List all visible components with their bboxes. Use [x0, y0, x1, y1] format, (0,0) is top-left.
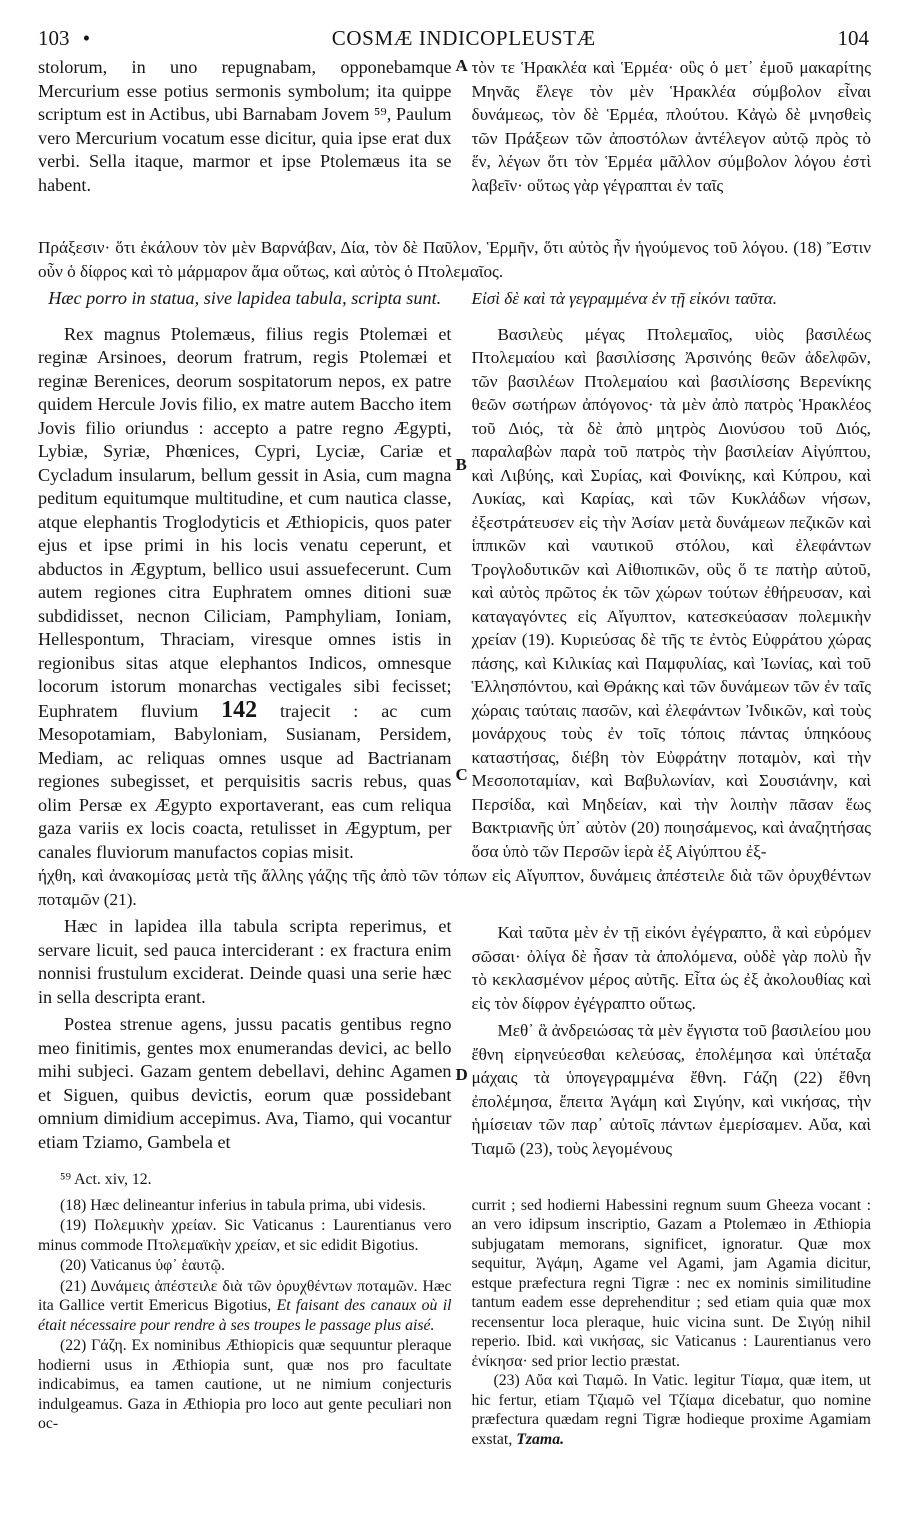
margin-gutter-2: [452, 287, 472, 847]
margin-letter-c: C: [455, 765, 468, 784]
footnote-19: (19) Πολεμικὴν χρείαν. Sic Vaticanus : Laurentianus vero minus commode Πτολεμαϊκὴν χρείαν, et sic edidit Bigotius.: [38, 1217, 452, 1254]
footnote-21: [38, 1277, 452, 1336]
latin-text: stolorum, in uno repugnabam, opponebamque Mercurium esse potius sermonis symbolum; ita quippe scriptum est in Actibus, ubi Barnabam Jovem ⁵⁹, Paulum vero Mercurium vocatum esse dicitur, quia ipse erat dux verbi. Sella itaque, marmor et ipse Ptolemæus ita se habent.: [38, 57, 452, 195]
page-number-right: 104: [837, 26, 869, 50]
latin-text: Rex magnus Ptolemæus, filius regis Ptolemæi et reginæ Arsinoes, deorum fratrum, regis Ptolemæi et reginæ Berenices, deorum sospitatorum nepos, ex patre quidem Hercule Jovis filio, ex matre autem Baccho item Jovis filio oriundus : accepto a patre regno Ægypti, Lybiæ, Syriæ, Phœnices, Cypri, Lyciæ, Cariæ et Cycladum insularum, bellum gessit in Asia, cum magna peditum equitumque multitudine, et cum nautica classe, atque elephantis Troglodyticis et Æthiopicis, quos pater ejus et ipse primi in his locis venatu ceperunt, et abductos in Ægyptum, bellico usui assuefecerunt. Cum autem regiones citra Euphratem omnes ditioni suæ subdidisset, necnon Ciliciam, Pamphyliam, Ioniam, Hellespontum, Thraciam, viresque omnes istis in regionibus sitas atque elephantos Indicos, omnesque locorum istorum monarchas vectigales sibi fecisset; Euphratem fluvium: [38, 323, 452, 721]
latin-text-cont: trajecit : ac cum Mesopotamiam, Babyloniam, Susianam, Persidem, Mediam, ac reliquas omnes usque ad Bactrianam regiones subegisset, et perquisitis sacris rebus, quas olim Persæ ex Ægypto exportaverant, eas cum reliqua gaza variis ex locis coacta, retulisset in Ægyptum, per canales fluviorum manufactos copias misit.: [38, 700, 452, 862]
latin-column-3: [38, 915, 452, 1154]
footnote-23-text: (23) Αὔα καὶ Τιαμῶ. In Vatic. legitur Τίαμα, quæ item, ut hic fertur, etiam Τζιαμῶ vel Τζίαμα dicebatur, quo nomine præfectura quædam regni Tigræ hodieque proxime Agamiam exstat,: [471, 1372, 871, 1448]
latin-column-1: [38, 56, 452, 197]
latin-paragraph: [38, 323, 452, 865]
greek-text: τὸν τε Ἡρακλέα καὶ Ἑρμέα· οὓς ὁ μετ᾽ ἐμοῦ μακαρίτης Μηνᾶς ἔλεγε τὸν μὲν Ἡρακλέα σύμβολον εἶναι δυνάμεως, τὸν δὲ Ἑρμέα, πλούτου. Κἀγὼ δὲ μνησθεὶς τῶν Πράξεων τῶν ἀποστόλων ἀντέλεγον αὐτῷ πρὸς τὸ ἕν, λέγων ὅτι τὸν Ἑρμέα μᾶλλον σύμβολον λόγου ἐστὶ λαβεῖν· οὕτως γὰρ γέγραπται ἐν ταῖς: [471, 58, 871, 195]
section-1: [38, 56, 871, 236]
greek-paragraph-1: Καὶ ταῦτα μὲν ἐν τῇ εἰκόνι ἐγέγραπτο, ἃ καὶ εὑρόμεν σῶσαι· ὀλίγα δὲ ἦσαν τὰ ἀπολόμενα, οὐδὲ γὰρ πολὺ ἦν τὸ κεκλασμένον μέρος αὐτῆς. Εἶτα ὡς ἐξ ἀκολουθίας καὶ εἰς τὸν δίφρον ἐγέγραπτο οὕτως.: [471, 923, 871, 1013]
footnote-21-french: Et faisant des canaux où il était nécessaire pour rendre à ses troupes le passage plus aisé.: [38, 1297, 452, 1334]
running-header: [38, 26, 871, 56]
latin-paragraph-2: Postea strenue agens, jussu pacatis gentibus regno meo finitimis, gentes mox enumerandas devici, ac bello mihi subjeci. Gazam gentem debellavi, dehinc Agamen et Siguen, quibus devictis, eorum quæ possidebant omnium dimidium accepimus. Ava, Tiamo, qui vocantur etiam Tziamo, Gambela et: [38, 1014, 452, 1152]
margin-letter-d: D: [455, 1065, 468, 1084]
page-title: COSMÆ INDICOPLEUSTÆ: [331, 26, 596, 50]
footnotes-left: [38, 1196, 452, 1434]
footnote-22: (22) Γάζη. Ex nominibus Æthiopicis quæ sequuntur pleraque hodierni usus in Æthiopia sunt, quæ nos pro facultate indicabimus, ea tamen cautione, ut ne nimium conjecturis indulgeamus. Gaza in Æthiopia pro loco aut gente peculiari non oc-: [38, 1337, 452, 1432]
margin-letter-a: A: [455, 56, 468, 75]
latin-column-2: [38, 287, 452, 864]
footnote-23-tail: Tzama.: [516, 1430, 565, 1448]
footnote-21-text: (21) Δυνάμεις ἀπέστειλε διὰ τῶν ὀρυχθέντων ποταμῶν. Hæc ita Gallice vertit Emericus Bigotius,: [38, 1277, 452, 1314]
greek-text: Βασιλεὺς μέγας Πτολεμαῖος, υἱὸς βασιλέως Πτολεμαίου καὶ βασιλίσσης Ἀρσινόης θεῶν ἀδελφῶν, τῶν βασιλέων Πτολεμαίου καὶ βασιλίσσης Βερενίκης θεῶν σωτήρων ἀπόγονος· τὰ μὲν ἀπὸ πατρὸς Ἡρακλέος τοῦ Διός, τὰ δὲ ἀπὸ μητρὸς Διονύσου τοῦ Διός, παραλαβὼν παρὰ τοῦ πατρὸς τὴν βασιλείαν Αἰγύπτου, καὶ Λιβύης, καὶ Συρίας, καὶ Φοινίκης, καὶ Κύπρου, καὶ Λυκίας, καὶ Καρίας, καὶ τῶν Κυκλάδων νήσων, ἐξεστράτευσεν εἰς τὴν Ἀσίαν μετὰ δυνάμεων πεζικῶν καὶ ἱππικῶν καὶ ναυτικοῦ στόλου, καὶ ἐλεφάντων Τρογλοδυτικῶν καὶ Αἰθιοπικῶν, οὓς ὅ τε πατὴρ αὐτοῦ, καὶ αὐτὸς πρῶτος ἐκ τῶν χώρων τούτων ἐθήρευσαν, καὶ καταγαγόντες εἰς Αἴγυπτον, κατεσκεύασαν πολεμικὴν χρείαν (19). Κυριεύσας δὲ τῆς τε ἐντὸς Εὐφράτου χώρας πάσης, καὶ Κιλικίας καὶ Παμφυλίας, καὶ Ἰωνίας, καὶ τοῦ Ἑλλησπόντου, καὶ Θράκης καὶ τῶν δυνάμεων τῶν ἐν ταῖς χώραις ταύταις πασῶν, καὶ ἐλεφάντων Ἰνδικῶν, καὶ τοὺς μονάρχους τοὺς ἐν τοῖς τόποις πάντας ὑπηκόους καταστήσας, διέβη τὸν Εὐφράτην ποταμὸν, καὶ τὴν Μεσοποταμίαν, καὶ Βαβυλωνίαν, καὶ Σουσιάνην, καὶ Περσίδα, καὶ Μηδείαν, καὶ τὴν λοιπὴν πᾶσαν ἕως Βακτριανῆς ὑπ᾽ αὐτὸν (20) ποιησάμενος, καὶ ἀναζητήσας ὅσα ὑπὸ τῶν Περσῶν ἱερὰ ἐξ Αἰγύπτου ἐξ-: [471, 324, 871, 861]
footnotes-right: [471, 1196, 871, 1450]
greek-paragraph-2: Μεθ᾽ ἃ ἀνδρειώσας τὰ μὲν ἔγγιστα τοῦ βασιλείου μου ἔθνη εἰρηνεύεσθαι κελεύσας, ἐπολέμησα καὶ ὑπέταξα μάχαις τὰ ὑπογεγραμμένα ἔθνη. Γάζη (22) ἔθνη ἐπολέμησα, ἔπειτα Ἀγάμη καὶ Σιγύην, καὶ νικήσας, τὴν ἡμίσειαν τῶν παρ᾽ αὐτοῖς πάντων ἐμερίσαμεν. Αὔα, καὶ Τιαμῶ (23), τοὺς λεγομένους: [471, 1021, 871, 1158]
footnote-18: (18) Hæc delineantur inferius in tabula prima, ubi videsis.: [60, 1196, 426, 1214]
full-width-greek-2: ήχθη, καὶ ἀνακομίσας μετὰ τῆς ἄλλης γάζης τῆς ἀπὸ τῶν τόπων εἰς Αἴγυπτον, δυνάμεις ἀπέστειλε διὰ τῶν ὀρυχθέντων ποταμῶν (21).: [38, 866, 871, 909]
greek-column-1: [471, 56, 871, 197]
header-bullet: •: [82, 26, 91, 50]
column-number-marker: 142: [221, 696, 258, 723]
margin-gutter-1: [452, 56, 472, 236]
footnote-22-cont: currit ; sed hodierni Habessini regnum suum Gheeza vocant : an vero idipsum inscriptio, Gazam a Ptolemæo in Æthiopia subjugatam memorans, significet, ignoratur. Quæ mox sequitur, Ἀγάμη, Agame vel Agami, jam Agamia dicitur, estque præfectura regni Tigræ : nec ex nominis similitudine tantum eadem esse deprehenditur ; sed etiam quia quæ mox recensentur loca pleraque, huic vicina sunt. De Σιγύῃ nihil reperio. Ibid. καὶ νικήσας, sic Vaticanus : Laurentianus vero ἐνίκησα· sed prior lectio præstat.: [471, 1196, 871, 1370]
greek-column-3: [471, 915, 871, 1160]
section-2: [38, 287, 871, 864]
footnote-20: (20) Vaticanus ὑφ᾽ ἑαυτῷ.: [60, 1257, 225, 1274]
latin-paragraph-1: Hæc in lapidea illa tabula scripta reperimus, et servare licuit, sed pauca interciderant : ex fractura enim nonnisi frustulum exciderat. Deinde quasi una serie hæc in sella descripta erant.: [38, 916, 452, 1007]
margin-gutter-3: [452, 915, 472, 1115]
margin-letter-b: B: [455, 455, 467, 474]
footnotes: [38, 1196, 871, 1450]
latin-heading: Hæc porro in statua, sive lapidea tabula, scripta sunt.: [48, 288, 442, 308]
footnote-23: [471, 1371, 871, 1449]
page-number-left: [38, 26, 90, 51]
full-width-greek-1: Πράξεσιν· ὅτι ἐκάλουν τὸν μὲν Βαρνάβαν, Δία, τὸν δὲ Παῦλον, Ἑρμῆν, ὅτι αὐτὸς ἦν ἡγούμενος τοῦ λόγου. (18) Ἔστιν οὖν ὁ δίφρος καὶ τὸ μάρμαρον ἅμα οὕτως, καὶ αὐτὸς ὁ Πτολεμαῖος.: [38, 238, 871, 281]
page-number-left-text: 103: [38, 26, 70, 50]
section-3: [38, 915, 871, 1160]
greek-heading: Εἰσὶ δὲ καὶ τὰ γεγραμμένα ἐν τῇ εἰκόνι ταῦτα.: [471, 289, 778, 308]
greek-column-2: [471, 287, 871, 863]
scripture-footnote: ⁵⁹ Act. xiv, 12.: [60, 1171, 152, 1188]
